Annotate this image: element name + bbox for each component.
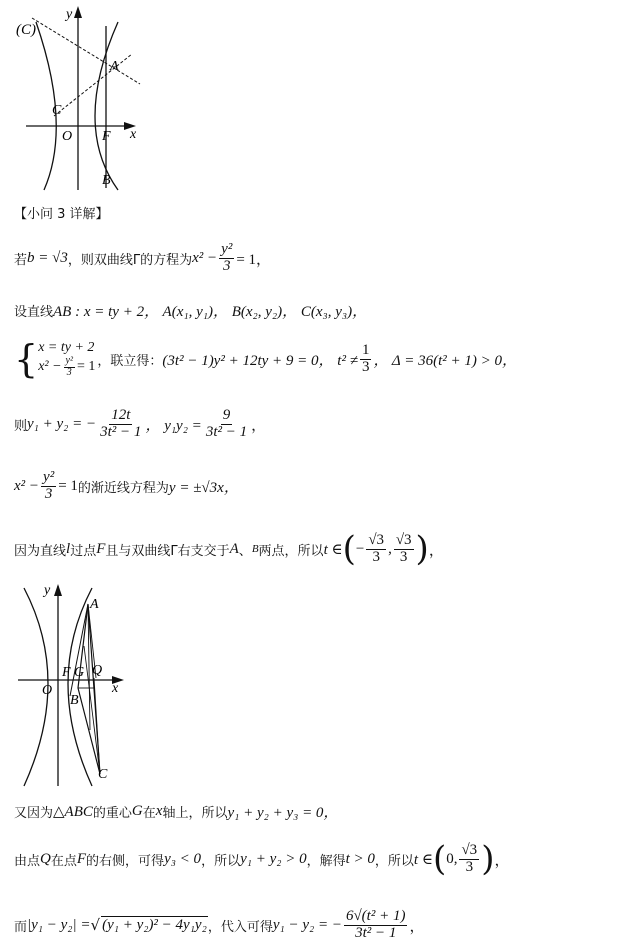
l6-pre: 因为直线	[14, 543, 67, 559]
l4-frac-1: $\frac{12t}{\text{3t² − 1}}$	[100, 406, 142, 440]
l1-mid: ，则双曲线Γ的方程为	[67, 252, 193, 268]
l7-x: x	[155, 802, 163, 819]
l8-pre: 由点	[14, 853, 41, 869]
figure-2	[14, 578, 154, 790]
l6-m4: 两点，所以	[258, 543, 324, 559]
l6-m3: 、	[238, 543, 252, 559]
fig2-label-C: C	[98, 767, 108, 782]
l8-m3: ，所以	[201, 853, 241, 869]
l5-frac: $\frac{\text{y²}}{3}$	[43, 468, 55, 502]
l8-t: t ∈	[413, 851, 433, 868]
l7-pre: 又因为	[14, 805, 54, 821]
fig1-dashed-line-2	[54, 54, 132, 116]
l6-frac-1: $\frac{√3}{3}$	[368, 531, 385, 565]
fig2-label-Q: Q	[92, 663, 103, 678]
l9-mid: ，代入可得	[207, 919, 273, 935]
l8-m4: ，解得	[306, 853, 346, 869]
l4-b: ， y₁y₂ =	[145, 417, 202, 434]
fig1-label-B: B	[102, 173, 111, 188]
l8-m5: ，所以	[374, 853, 414, 869]
l1-eq-b: = 1，	[236, 251, 272, 268]
l4-a: y₁ + y₂ = −	[27, 415, 97, 432]
fig1-tag: (C)	[16, 22, 36, 38]
fig2-label-A: A	[90, 597, 99, 612]
l6-lparen: (	[342, 529, 356, 569]
l9-pre: 而	[14, 919, 28, 935]
l9-b: y₁ − y₂ = −	[272, 916, 342, 933]
l9-a: |y₁ − y₂| =	[27, 916, 91, 933]
fig1-label-O: O	[62, 129, 73, 144]
l3-sys2: x² − $\frac{\text{y²}}{3}$ = 1	[38, 355, 96, 378]
fig2-label-F: F	[62, 665, 71, 680]
l6-comma: ,	[388, 540, 392, 557]
l7-G: G	[131, 802, 143, 819]
l1-eq-a: x² −	[192, 249, 218, 266]
line-6	[14, 526, 444, 572]
l7-a: △ABC	[53, 803, 93, 820]
l8-e1: y₃ < 0	[164, 850, 202, 867]
line-7	[14, 799, 338, 823]
l6-rparen: )	[415, 529, 429, 569]
l8-rparen: )	[481, 839, 495, 879]
l5-b: = 1	[58, 477, 78, 494]
l8-e3: t > 0	[345, 850, 375, 867]
l6-tail: ，	[428, 542, 444, 559]
l8-m2: 的右侧，可得	[86, 853, 165, 869]
fig1-label-F: F	[102, 129, 111, 144]
line-1	[14, 238, 271, 278]
fig2-label-B: B	[70, 693, 79, 708]
l9-tail: ，	[409, 918, 425, 935]
fig1-dashed-line-1	[32, 18, 140, 84]
l6-B: B	[251, 543, 259, 555]
l9-radical-sign: √	[90, 916, 101, 934]
l1-frac: $\frac{\text{y²}}{3}$	[221, 240, 233, 274]
fig2-line-QC	[94, 678, 100, 774]
fig2-label-y: y	[44, 583, 51, 598]
fig1-y-arrow	[74, 6, 82, 18]
l2-pre: 设直线	[14, 304, 54, 320]
fig2-y-arrow	[54, 584, 62, 596]
l7-eq: y₁ + y₂ + y₃ = 0，	[227, 804, 339, 821]
l7-m2: 在	[142, 805, 156, 821]
l9-radicand: (y₁ + y₂)² − 4y₁y₂	[102, 917, 207, 933]
l6-t: t ∈	[323, 541, 343, 558]
line-3	[14, 336, 517, 382]
l8-Q: Q	[40, 850, 51, 867]
fig1-label-C: C	[52, 103, 62, 118]
l8-tail: ，	[494, 852, 510, 869]
line-8	[14, 836, 509, 882]
figure-1	[14, 4, 154, 194]
l4-pre: 则	[14, 418, 28, 434]
fig1-label-A: A	[110, 59, 119, 74]
l3-tail: ， Δ = 36(t² + 1) > 0，	[373, 352, 517, 369]
l3-sys1: x = ty + 2	[38, 339, 95, 355]
l4-c: ，	[251, 417, 267, 434]
l5-a: x² −	[14, 477, 40, 494]
fig1-label-y: y	[66, 7, 73, 22]
l8-e2: y₁ + y₂ > 0	[240, 850, 307, 867]
l6-frac-2: $\frac{√3}{3}$	[395, 531, 412, 565]
l8-frac: $\frac{√3}{3}$	[461, 841, 478, 875]
l5-c: y = ±√3x，	[168, 479, 239, 496]
l5-mid: 的渐近线方程为	[77, 480, 169, 496]
l1-b: b = √3	[27, 249, 68, 266]
l3-eq: (3t² − 1)y² + 12ty + 9 = 0， t² ≠	[162, 352, 358, 369]
l2-math: AB : x = ty + 2， A(x₁, y₁)， B(x₂, y₂)， C(x₃, y₃)，	[53, 303, 368, 320]
l8-F: F	[76, 850, 87, 867]
line-4	[14, 404, 266, 444]
l6-F: F	[96, 540, 106, 557]
line-2	[14, 298, 367, 322]
fig2-label-x: x	[112, 681, 119, 696]
l6-l: l	[66, 540, 71, 557]
l4-frac-2: $\frac{9}{\text{3t² − 1}}$	[205, 406, 248, 440]
l6-A: A	[229, 540, 239, 557]
l6-m2: 且与双曲线Γ右支交于	[105, 543, 230, 559]
l8-lparen: (	[432, 839, 447, 879]
fig1-label-x: x	[130, 127, 137, 142]
l7-m1: 的重心	[92, 805, 132, 821]
l7-m3: 轴上，所以	[162, 805, 228, 821]
section-heading: 【小问 3 详解】	[14, 207, 109, 222]
fig2-label-G: G	[74, 665, 85, 680]
line-9	[14, 904, 424, 946]
l3-mid: ，联立得：	[97, 353, 163, 369]
l6-minus: −	[355, 540, 365, 557]
l9-frac: $\frac{\text{6√(t² + 1)}}{\text{3t² − 1}}$	[345, 907, 406, 941]
l8-m1: 在点	[50, 853, 77, 869]
l3-frac: $\frac{1}{3}$	[361, 341, 370, 375]
l8-zero: 0,	[446, 850, 458, 867]
fig2-label-O: O	[42, 683, 53, 698]
line-5	[14, 466, 239, 506]
l3-brace: {	[14, 337, 39, 381]
l1-pre: 若	[14, 252, 28, 268]
l3-system	[38, 340, 95, 379]
l6-m1: 过点	[70, 543, 97, 559]
